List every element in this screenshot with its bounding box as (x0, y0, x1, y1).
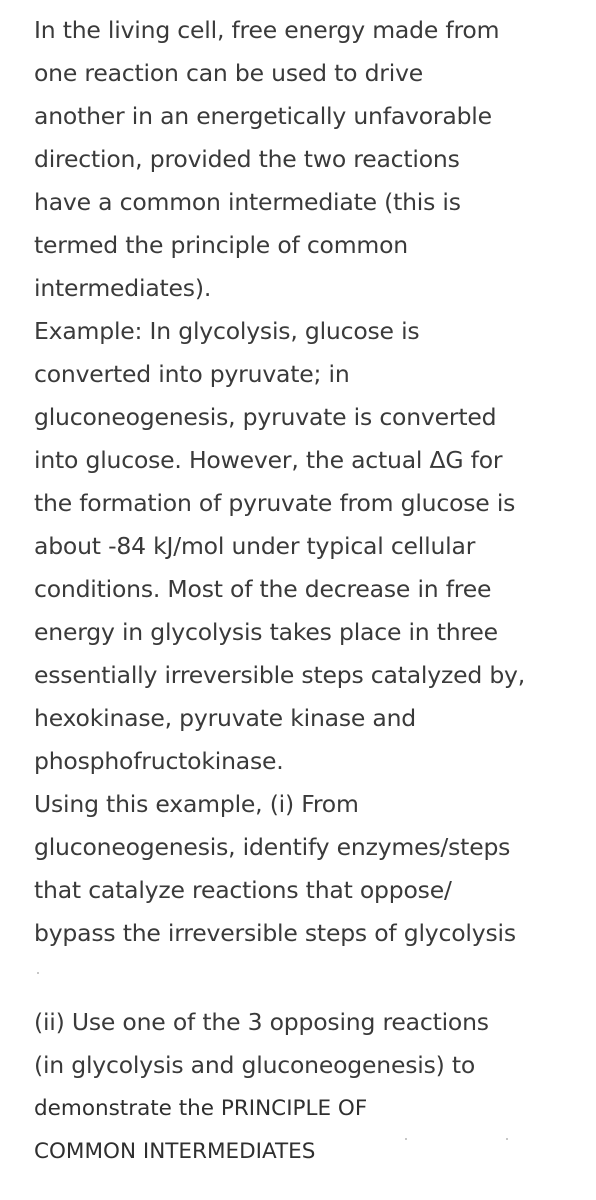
text-line: into glucose. However, the actual ΔG for (34, 446, 503, 474)
text-line: demonstrate the PRINCIPLE OF (34, 1096, 368, 1121)
text-line: have a common intermediate (this is (34, 188, 461, 216)
text-line: one reaction can be used to drive (34, 59, 424, 87)
scan-speck (506, 1138, 508, 1140)
text-line: Example: In glycolysis, glucose is (34, 317, 420, 345)
text-line: (in glycolysis and gluconeogenesis) to (34, 1051, 476, 1079)
text-line: In the living cell, free energy made from (34, 16, 500, 44)
text-line: direction, provided the two reactions (34, 145, 460, 173)
text-line: energy in glycolysis takes place in three (34, 618, 498, 646)
text-line: gluconeogenesis, pyruvate is converted (34, 403, 497, 431)
text-line: bypass the irreversible steps of glycolysis (34, 919, 516, 947)
text-line: Using this example, (i) From (34, 790, 359, 818)
text-line: essentially irreversible steps catalyzed by, (34, 661, 526, 689)
text-line: about -84 kJ/mol under typical cellular (34, 532, 476, 560)
text-line: converted into pyruvate; in (34, 360, 350, 388)
text-line: COMMON INTERMEDIATES (34, 1139, 316, 1164)
text-line: the formation of pyruvate from glucose is (34, 489, 516, 517)
text-line: termed the principle of common (34, 231, 408, 259)
text-line: that catalyze reactions that oppose/ (34, 876, 452, 904)
scan-speck (405, 1138, 407, 1140)
text-line: another in an energetically unfavorable (34, 102, 492, 130)
text-line: intermediates). (34, 274, 212, 302)
scan-speck (37, 972, 39, 974)
text-line: conditions. Most of the decrease in free (34, 575, 492, 603)
text-line: hexokinase, pyruvate kinase and (34, 704, 417, 732)
text-line: phosphofructokinase. (34, 747, 284, 775)
text-line: (ii) Use one of the 3 opposing reactions (34, 1008, 489, 1036)
text-line: gluconeogenesis, identify enzymes/steps (34, 833, 511, 861)
